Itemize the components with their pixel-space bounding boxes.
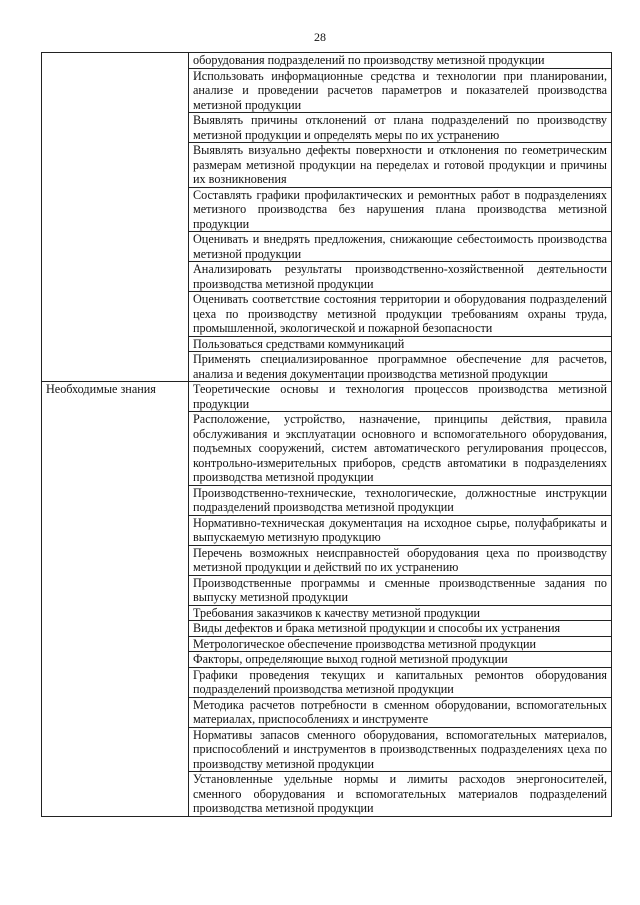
skills-item-text: Оценивать и внедрять предложения, снижающие себестоимость производства метизной продукции xyxy=(193,232,607,261)
knowledge-item-text: Методика расчетов потребности в сменном оборудовании, вспомогательных материалах, приспособлениях и инструменте xyxy=(193,697,607,726)
skills-label-cell xyxy=(42,187,189,232)
knowledge-row xyxy=(42,485,612,515)
skills-row xyxy=(42,352,612,382)
knowledge-item-text: Нормативы запасов сменного оборудования, вспомогательных материалов, приспособлений и инструментов в производственных подразделениях цеха по производству метизной продукции xyxy=(193,727,607,771)
skills-item-cell xyxy=(189,113,612,143)
skills-label-cell xyxy=(42,352,189,382)
knowledge-item-text: Расположение, устройство, назначение, принципы действия, правила обслуживания и эксплуатации основного и вспомогательного оборудования, подъемных сооружений, систем автоматического регулирования процессов, контрольно-измерительных приборов, средств автоматики в подразделениях производства метизной продукции xyxy=(193,412,607,484)
knowledge-item-text: Производственно-технические, технологические, должностные инструкции подразделений производства метизной продукции xyxy=(193,485,607,514)
skills-row xyxy=(42,143,612,188)
knowledge-item-text: Виды дефектов и брака метизной продукции и способы их устранения xyxy=(193,621,561,635)
skills-label-cell xyxy=(42,113,189,143)
skills-item-cell xyxy=(189,262,612,292)
skills-row xyxy=(42,232,612,262)
knowledge-row xyxy=(42,636,612,652)
skills-label-cell xyxy=(42,336,189,352)
knowledge-item-cell xyxy=(189,515,612,545)
skills-item-cell xyxy=(189,336,612,352)
skills-label-cell xyxy=(42,68,189,113)
knowledge-item-text: Нормативно-техническая документация на исходное сырье, полуфабрикаты и выпускаемую метизную продукцию xyxy=(193,515,607,544)
skills-label-cell xyxy=(42,143,189,188)
knowledge-label-cell xyxy=(42,727,189,772)
knowledge-label-cell xyxy=(42,545,189,575)
knowledge-item-text: Требования заказчиков к качеству метизной продукции xyxy=(193,605,481,620)
knowledge-row xyxy=(42,605,612,621)
knowledge-row xyxy=(42,382,612,412)
knowledge-label-cell xyxy=(42,697,189,727)
knowledge-item-text: Перечень возможных неисправностей оборудования цеха по производству метизной продукции и действий по их устранению xyxy=(193,545,607,574)
knowledge-item-cell xyxy=(189,697,612,727)
competency-table xyxy=(41,52,612,817)
skills-label-cell xyxy=(42,232,189,262)
knowledge-label-cell xyxy=(42,621,189,637)
skills-row xyxy=(42,336,612,352)
knowledge-item-cell xyxy=(189,382,612,412)
skills-item-text: Выявлять причины отклонений от плана подразделений по производству метизной продукции и определять меры по их устранению xyxy=(193,113,607,142)
knowledge-item-cell xyxy=(189,652,612,668)
skills-row xyxy=(42,292,612,337)
knowledge-label-cell xyxy=(42,575,189,605)
knowledge-item-text: Метрологическое обеспечение производства метизной продукции xyxy=(193,636,537,651)
knowledge-row xyxy=(42,772,612,817)
knowledge-row xyxy=(42,575,612,605)
knowledge-item-cell xyxy=(189,772,612,817)
skills-label-cell xyxy=(42,292,189,337)
knowledge-item-text: Теоретические основы и технология процессов производства метизной продукции xyxy=(193,382,607,411)
knowledge-item-cell xyxy=(189,667,612,697)
skills-item-cell xyxy=(189,292,612,337)
knowledge-item-cell xyxy=(189,545,612,575)
knowledge-item-cell xyxy=(189,727,612,772)
knowledge-row xyxy=(42,621,612,637)
knowledge-label-cell xyxy=(42,667,189,697)
skills-item-text: Оценивать соответствие состояния территории и оборудования подразделений цеха по производству метизной продукции требованиям охраны труда, промышленной, экологической и пожарной безопасности xyxy=(193,292,607,335)
knowledge-row xyxy=(42,412,612,486)
skills-item-text: Применять специализированное программное обеспечение для расчетов, анализа и ведения документации производства метизной продукции xyxy=(193,352,607,381)
knowledge-item-cell xyxy=(189,485,612,515)
skills-row xyxy=(42,53,612,69)
skills-item-cell xyxy=(189,352,612,382)
skills-item-cell xyxy=(189,68,612,113)
skills-row xyxy=(42,113,612,143)
knowledge-item-cell xyxy=(189,636,612,652)
skills-item-text: Пользоваться средствами коммуникаций xyxy=(193,336,405,351)
knowledge-row xyxy=(42,652,612,668)
knowledge-label-cell xyxy=(42,485,189,515)
knowledge-label-cell xyxy=(42,412,189,486)
knowledge-row xyxy=(42,697,612,727)
knowledge-label-cell xyxy=(42,605,189,621)
knowledge-item-text: Графики проведения текущих и капитальных ремонтов оборудования подразделений производства метизной продукции xyxy=(193,667,607,696)
skills-item-text: Выявлять визуально дефекты поверхности и отклонения по геометрическим размерам метизной продукции на переделах и готовой продукции и причины их возникновения xyxy=(193,143,607,186)
skills-row xyxy=(42,68,612,113)
knowledge-label-cell xyxy=(42,515,189,545)
knowledge-item-cell xyxy=(189,605,612,621)
knowledge-label-cell xyxy=(42,772,189,817)
knowledge-label-cell xyxy=(42,382,189,412)
skills-item-text: оборудования подразделений по производству метизной продукции xyxy=(193,53,545,67)
skills-label-cell xyxy=(42,262,189,292)
skills-row xyxy=(42,262,612,292)
page-number: 28 xyxy=(314,30,326,44)
knowledge-item-text: Факторы, определяющие выход годной метизной продукции xyxy=(193,652,508,666)
knowledge-item-text: Установленные удельные нормы и лимиты расходов энергоносителей, сменного оборудования и вспомогательных материалов подразделений производства метизной продукции xyxy=(193,772,607,815)
knowledge-row xyxy=(42,545,612,575)
skills-label-cell xyxy=(42,53,189,69)
knowledge-row xyxy=(42,515,612,545)
knowledge-item-cell xyxy=(189,412,612,486)
knowledge-row xyxy=(42,667,612,697)
skills-item-cell xyxy=(189,143,612,188)
skills-item-cell xyxy=(189,232,612,262)
knowledge-row xyxy=(42,727,612,772)
knowledge-label-cell xyxy=(42,652,189,668)
skills-item-cell xyxy=(189,53,612,69)
skills-item-text: Составлять графики профилактических и ремонтных работ в подразделениях метизного производства без нарушения плана производства метизной продукции xyxy=(193,187,607,231)
knowledge-item-cell xyxy=(189,621,612,637)
knowledge-label: Необходимые знания xyxy=(46,382,156,396)
skills-row xyxy=(42,187,612,232)
skills-item-cell xyxy=(189,187,612,232)
knowledge-item-text: Производственные программы и сменные производственные задания по выпуску метизной продукции xyxy=(193,575,607,604)
skills-item-text: Анализировать результаты производственно-хозяйственной деятельности производства метизной продукции xyxy=(193,262,607,291)
knowledge-label-cell xyxy=(42,636,189,652)
knowledge-item-cell xyxy=(189,575,612,605)
skills-item-text: Использовать информационные средства и технологии при планировании, анализе и проведении расчетов параметров и показателей производства метизной продукции xyxy=(193,68,607,112)
